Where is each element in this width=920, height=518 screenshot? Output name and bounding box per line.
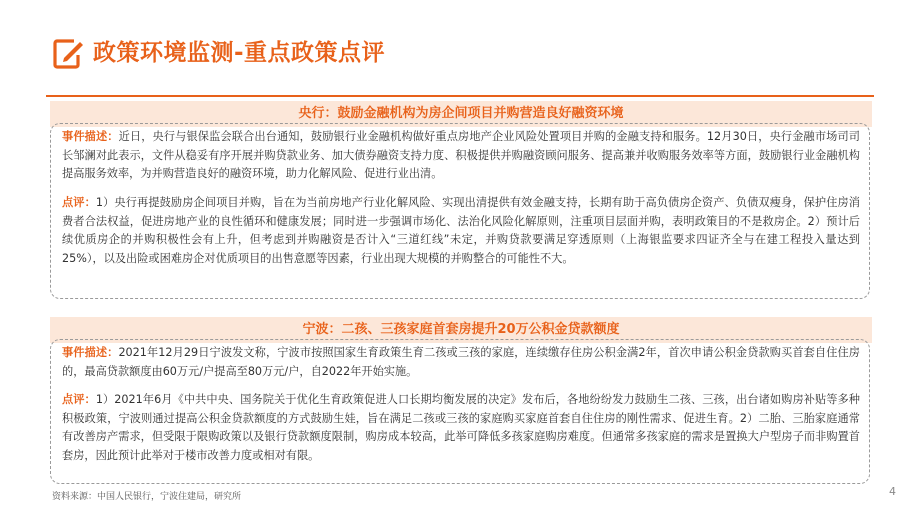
page-title: 政策环境监测-重点政策点评 xyxy=(93,40,386,66)
event-label: 事件描述： xyxy=(62,130,119,143)
policy-section-ningbo xyxy=(50,317,872,479)
event-label: 事件描述： xyxy=(62,346,119,359)
policy-section-pboc xyxy=(50,101,872,301)
section-heading: 宁波：二孩、三孩家庭首套房提升20万公积金贷款额度 xyxy=(50,317,872,343)
comment-text: 1）央行再提鼓励房企间项目并购，旨在为当前房地产行业化解风险、实现出清提供有效金融支持，长期有助于高负债房企资产、负债双瘦身，保护住房消费者合法权益，促进房地产业的良性循环和健康发展；同时进一步强调市场化、法治化风险化解原则，注重项目层面并购，表明政策目的不是救房企。2）预计后续优质房企的并购积极性会有上升，但考虑到并购融资是否计入“三道红线”未定，并购贷款要满足穿透原则（上海银监要求四证齐全与在建工程投入量达到25%），以及出险或困难房企对优质项目的出售意愿等因素，行业出现大规模的并购整合的可能性不大。 xyxy=(62,196,860,265)
comment xyxy=(62,391,860,465)
event-text: 近日，央行与银保监会联合出台通知，鼓励银行业金融机构做好重点房地产企业风险处置项目并购的金融支持和服务。12月30日，央行金融市场司司长邹澜对此表示，文件从稳妥有序开展并购贷款业务、加大债券融资支持力度、积极提供并购融资顾问服务、提高兼并收购服务效率等方面，鼓励银行业金融机构提高服务效率，为并购营造良好的融资环境，助力化解风险、促进行业出清。 xyxy=(62,130,860,181)
comment xyxy=(62,194,860,268)
source-note: 资料来源：中国人民银行，宁波住建局，研究所 xyxy=(52,492,242,502)
title-divider xyxy=(46,95,874,97)
event-description xyxy=(62,344,860,381)
comment-text: 1）2021年6月《中共中央、国务院关于优化生育政策促进人口长期均衡发展的决定》发布后，各地纷纷发力鼓励生二孩、三孩，出台诸如购房补贴等多种积极政策，宁波则通过提高公积金贷款额度的方式鼓励生娃，旨在满足二孩或三孩的家庭购买家庭首套自住住房的刚性需求、促进生育。2）二胎、三胎家庭通常有改善房产需求，但受限于限购政策以及银行贷款额度限制，购房成本较高，此举可降低多孩家庭购房难度。但通常多孩家庭的需求是置换大户型房子而非购置首套房，因此预计此举对于楼市改善力度或相对有限。 xyxy=(62,393,860,462)
comment-label: 点评： xyxy=(62,393,96,406)
edit-note-icon xyxy=(52,38,84,70)
comment-label: 点评： xyxy=(62,196,96,209)
event-description xyxy=(62,128,860,184)
page-number: 4 xyxy=(889,485,896,498)
event-text: 2021年12月29日宁波发文称，宁波市按照国家生育政策生育二孩或三孩的家庭，连续缴存住房公积金满2年，首次申请公积金贷款购买首套自住住房的，最高贷款额度由60万元/户提高至80万元/户，自2022年开始实施。 xyxy=(62,346,860,378)
section-heading: 央行：鼓励金融机构为房企间项目并购营造良好融资环境 xyxy=(50,101,872,127)
